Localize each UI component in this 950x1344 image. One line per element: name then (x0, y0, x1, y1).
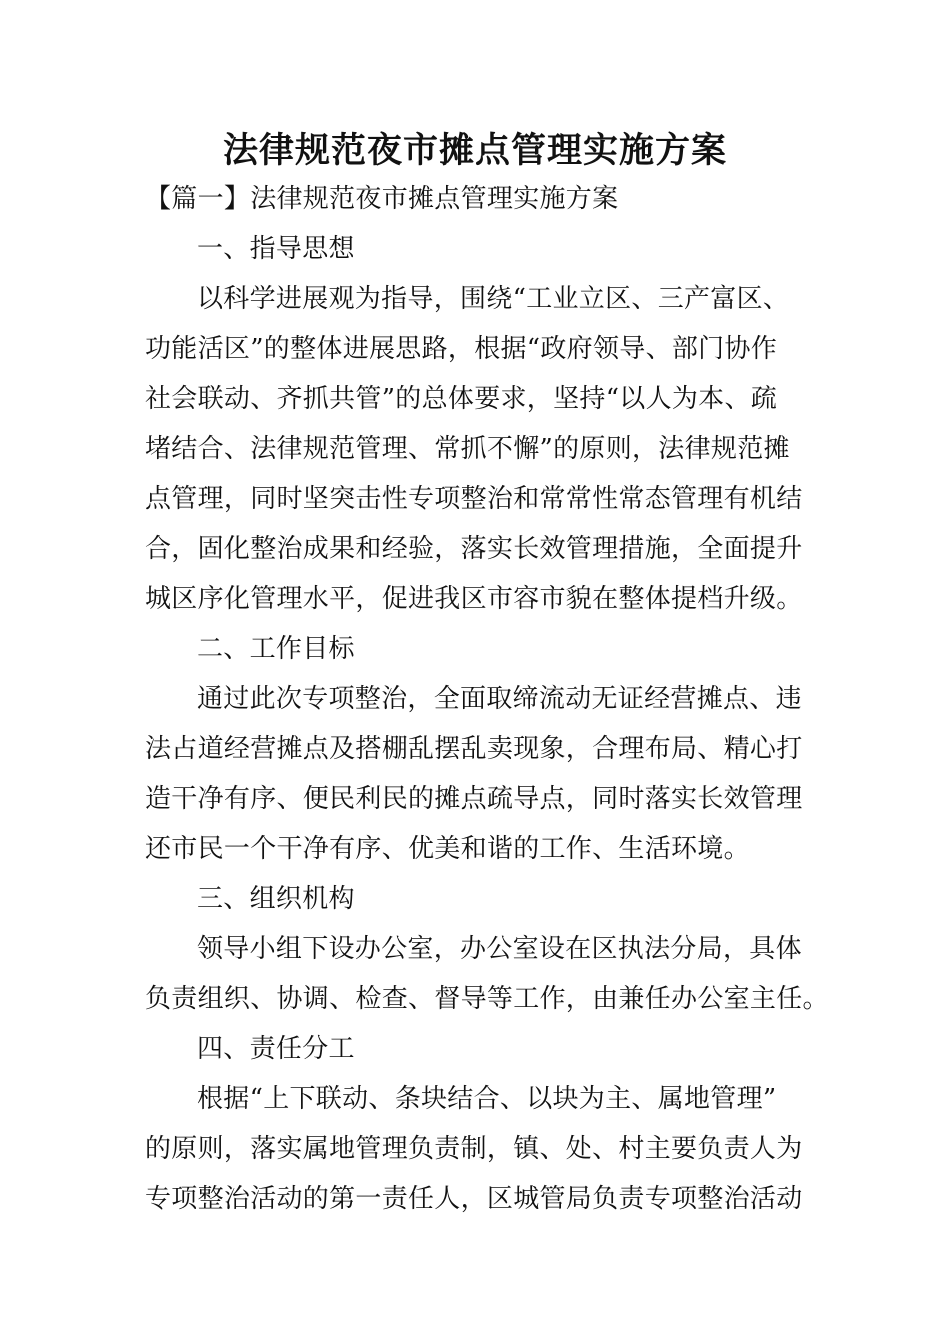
paragraph-line: 点管理，同时坚突击性专项整治和常常性常态管理有机结 (145, 484, 803, 514)
paragraph-line: 负责组织、协调、检查、督导等工作，由兼任办公室主任。 (145, 984, 829, 1014)
paragraph-line: 法占道经营摊点及搭棚乱摆乱卖现象，合理布局、精心打 (145, 734, 803, 764)
paragraph-line: 合，固化整治成果和经验，落实长效管理措施，全面提升 (145, 534, 803, 564)
document-title: 法律规范夜市摊点管理实施方案 (222, 130, 727, 171)
paragraph-line: 城区序化管理水平，促进我区市容市貌在整体提档升级。 (145, 584, 803, 614)
section-heading-work-goals: 二、工作目标 (197, 634, 355, 664)
document-subtitle: 【篇一】法律规范夜市摊点管理实施方案 (145, 184, 619, 214)
paragraph-line: 专项整治活动的第一责任人，区城管局负责专项整治活动 (145, 1184, 803, 1214)
paragraph-line: 社会联动、齐抓共管”的总体要求，坚持“以人为本、疏 (145, 384, 778, 414)
paragraph-line: 领导小组下设办公室，办公室设在区执法分局，具体 (197, 934, 802, 964)
paragraph-line: 的原则，落实属地管理负责制，镇、处、村主要负责人为 (145, 1134, 803, 1164)
paragraph-line: 通过此次专项整治，全面取缔流动无证经营摊点、违 (197, 684, 802, 714)
paragraph-line: 根据“上下联动、条块结合、以块为主、属地管理” (197, 1084, 777, 1114)
section-heading-organization: 三、组织机构 (197, 884, 355, 914)
paragraph-line: 以科学进展观为指导，围绕“工业立区、三产富区、 (197, 284, 790, 314)
paragraph-line: 堵结合、法律规范管理、常抓不懈”的原则，法律规范摊 (145, 434, 790, 464)
paragraph-line: 造干净有序、便民利民的摊点疏导点，同时落实长效管理 (145, 784, 803, 814)
paragraph-line: 功能活区”的整体进展思路，根据“政府领导、部门协作 (145, 334, 778, 364)
section-heading-responsibility: 四、责任分工 (197, 1034, 355, 1064)
paragraph-line: 还市民一个干净有序、优美和谐的工作、生活环境。 (145, 834, 750, 864)
section-heading-guiding-ideology: 一、指导思想 (197, 234, 355, 264)
